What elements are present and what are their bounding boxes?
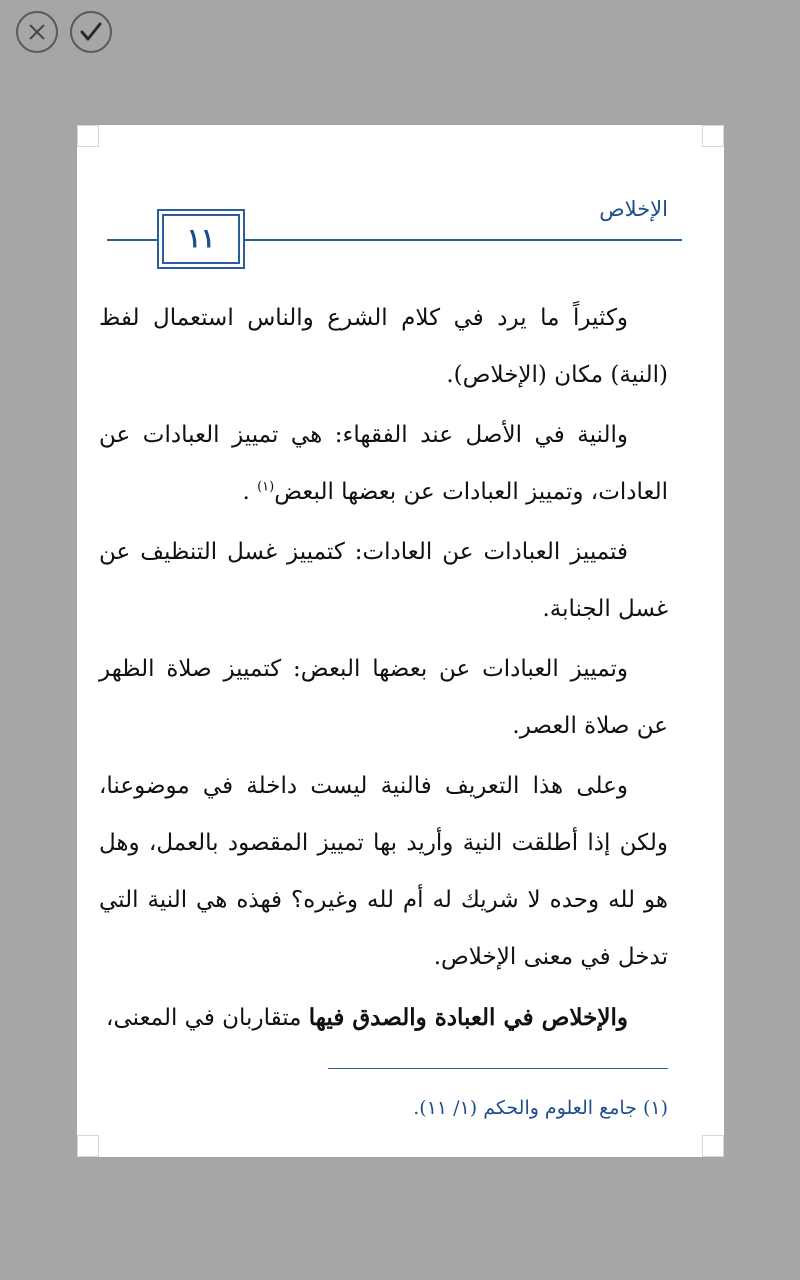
page-corner-bl [77,1135,99,1157]
paragraph-2-lead: والنية في الأصل عند الفقهاء: هي تمييز العبادات عن [99,422,628,448]
page-number-frame [157,209,245,269]
book-page[interactable] [77,125,724,1157]
paragraph-4: وتمييز العبادات عن بعضها البعض: كتمييز صلاة الظهر عن صلاة العصر. [99,656,668,739]
paragraph-5: وعلى هذا التعريف فالنية ليست داخلة في موضوعنا، ولكن إذا أطلقت النية وأريد بها تمييز المقصود بالعمل، وهل هو لله وحده لا شريك له أم لله وغيره؟ فهذه هي النية التي تدخل في معنى الإخلاص. [99,773,668,970]
paragraph-1: وكثيراً ما يرد في كلام الشرع والناس استعمال لفظ (النية) مكان (الإخلاص). [99,305,668,388]
close-icon [26,21,48,43]
paragraph-6 [99,989,668,1047]
paragraph-3: فتمييز العبادات عن العادات: كتمييز غسل التنظيف عن غسل الجنابة. [99,539,668,622]
close-button[interactable] [16,11,58,53]
footnote-rule [328,1068,668,1069]
footnote-text: (١) جامع العلوم والحكم (١/ ١١). [413,1097,668,1119]
body-text [99,290,668,1050]
page-number: ١١ [187,224,215,254]
paragraph-6-rest: متقاربان في المعنى، [106,1005,309,1031]
checkmark-icon [78,19,104,45]
running-title: الإخلاص [599,197,668,221]
paragraph-2 [99,407,668,521]
page-corner-tl [77,125,99,147]
page-content [99,147,702,1135]
paragraph-2-tail: العادات، وتمييز العبادات عن بعضها البعض [274,479,668,505]
page-corner-br [702,1135,724,1157]
footnote-ref[interactable]: (١) [257,479,275,495]
page-corner-tr [702,125,724,147]
paragraph-6-bold: والإخلاص في العبادة والصدق فيها [308,1004,628,1031]
confirm-button[interactable] [70,11,112,53]
paragraph-2-end: . [242,479,250,505]
